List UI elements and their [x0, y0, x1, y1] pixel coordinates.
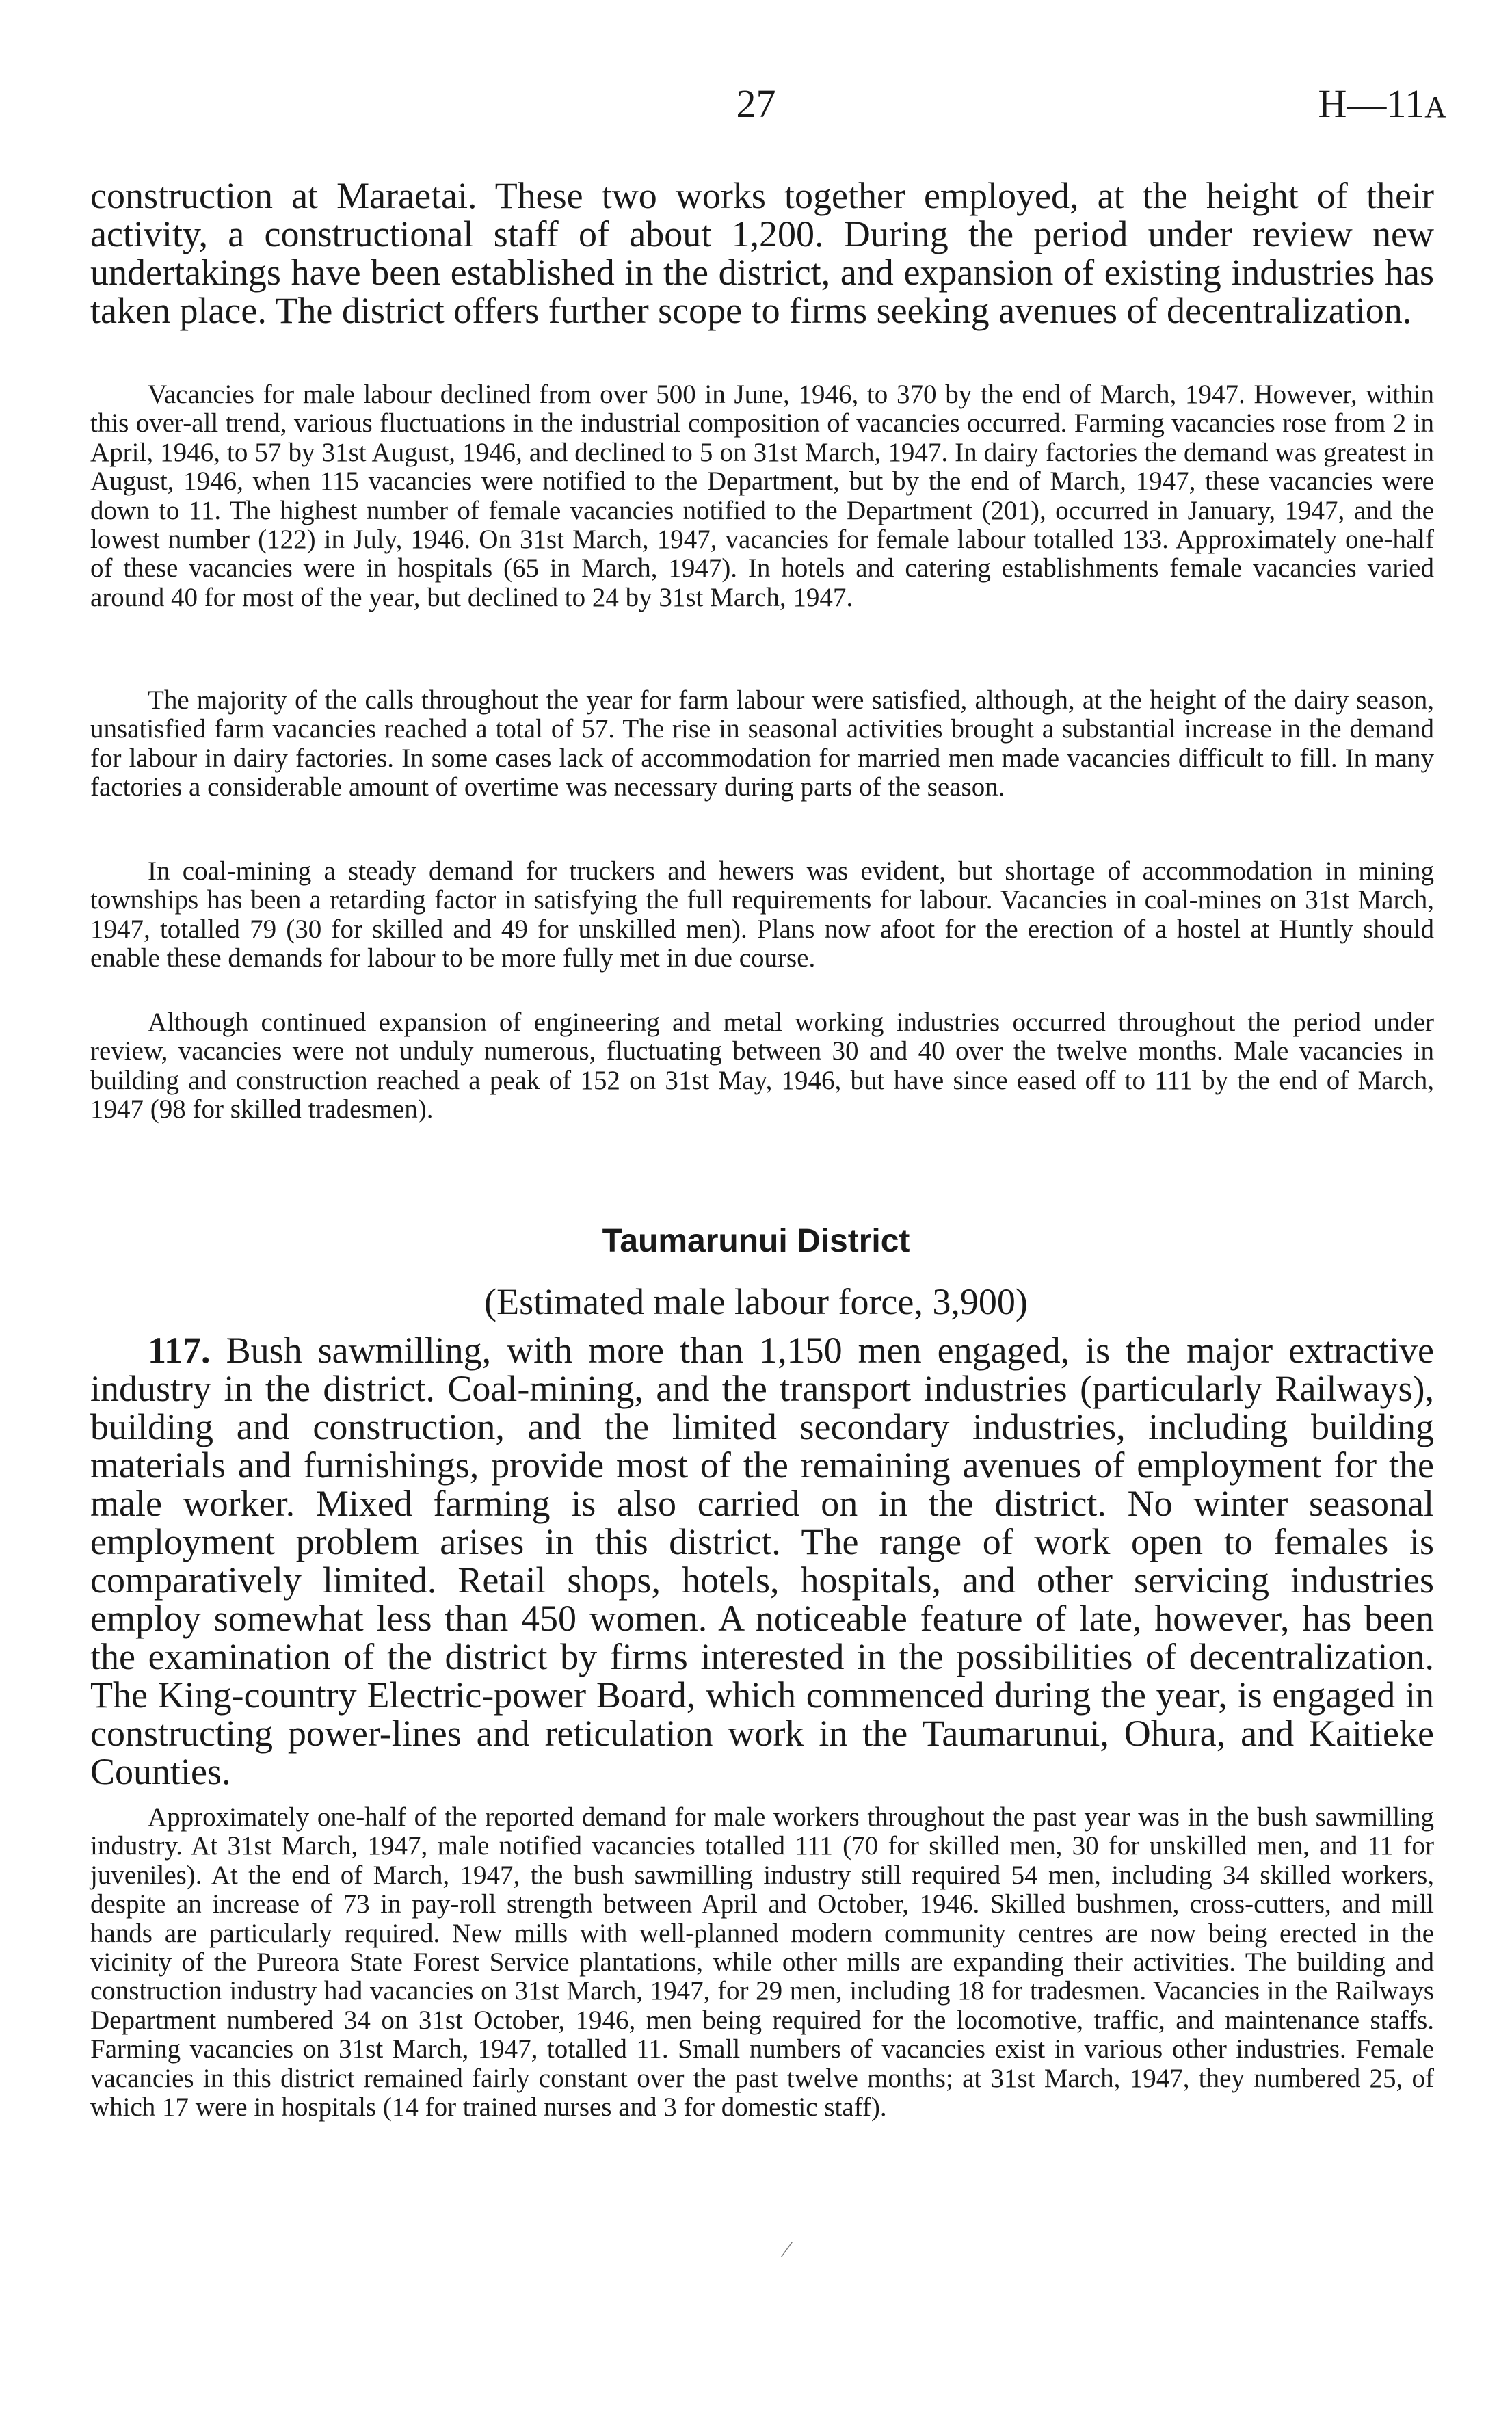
farm-labour-paragraph: The majority of the calls throughout the year for farm labour were satisfied, although, at the height of the dairy season, unsatisfied farm vacancies reached a total of 57. The rise in seasonal activities brought a substantial increase in the demand for labour in dairy factories. In some cases lack of accommodation for married men made vacancies difficult to fill. In many factories a considerable amount of overtime was necessary during parts of the season. — [90, 685, 1434, 802]
page-number: 27 — [736, 81, 776, 126]
engineering-paragraph: Although continued expansion of engineering and metal working industries occurred throughout the period under review, vacancies were not unduly numerous, fluctuating between 30 and 40 over the twelve months. Male vacancies in building and construction reached a peak of 152 on 31st May, 1946, but have since eased off to 111 by the end of March, 1947 (98 for skilled tradesmen). — [90, 1008, 1434, 1125]
page-reference — [1318, 81, 1446, 127]
paragraph-number: 117. — [148, 1330, 211, 1371]
intro-paragraph: construction at Maraetai. These two works together employed, at the height of their activity, a constructional staff of about 1,200. During the period under review new undertakings have been established in the district, and expansion of existing industries has taken place. The district offers further scope to firms seeking avenues of decentralization. — [90, 175, 1434, 331]
district-detail-paragraph: Approximately one-half of the reported demand for male workers throughout the past year was in the bush sawmilling industry. At 31st March, 1947, male notified vacancies totalled 111 (70 for skilled men, 30 for unskilled men, and 11 for juveniles). At the end of March, 1947, the bush sawmilling industry still required 54 men, including 34 skilled workers, despite an increase of 73 in pay-roll strength between April and October, 1946. Skilled bushmen, cross-cutters, and mill hands are particularly required. New mills with well-planned modern community centres are now being erected in the vicinity of the Pureora State Forest Service plantations, while other mills are expanding their activities. The building and construction industry had vacancies on 31st March, 1947, for 29 men, including 18 for tradesmen. Vacancies in the Railways Department numbered 34 on 31st October, 1946, men being required for the locomotive, traffic, and maintenance staffs. Farming vacancies on 31st March, 1947, totalled 11. Small numbers of vacancies exist in various other industries. Female vacancies in this district remained fairly constant over the past twelve months; at 31st March, 1947, they numbered 25, of which 17 were in hospitals (14 for trained nurses and 3 for domestic staff). — [90, 1802, 1434, 2123]
district-main-paragraph — [90, 1331, 1434, 1791]
coal-mining-paragraph: In coal-mining a steady demand for truckers and hewers was evident, but shortage of accommodation in mining townships has been a retarding factor in satisfying the full requirements for labour. Vacancies in coal-mines on 31st March, 1947, totalled 79 (30 for skilled and 49 for unskilled men). Plans now afoot for the erection of a hostel at Huntly should enable these demands for labour to be more fully met in due course. — [90, 856, 1434, 973]
pencil-mark: ⁄ — [785, 2237, 789, 2262]
series-code: H—11 — [1318, 81, 1425, 126]
section-subheading: (Estimated male labour force, 3,900) — [484, 1281, 1028, 1322]
series-suffix: A — [1424, 90, 1446, 124]
district-main-text: Bush sawmilling, with more than 1,150 men engaged, is the major extractive industry in the district. Coal-mining, and the transport industries (particularly Railways), building and construction, and the limited secondary industries, including building materials and furnishings, provide most of the remaining avenues of employment for the male worker. Mixed farming is also carried on in the district. No winter seasonal employment problem arises in this district. The range of work open to females is comparatively limited. Retail shops, hotels, hospitals, and other servicing industries employ somewhat less than 450 women. A noticeable feature of late, however, has been the examination of the district by firms interested in the possibilities of decentralization. The King-country Electric-power Board, which commenced during the year, is engaged in constructing power-lines and reticulation work in the Taumarunui, Ohura, and Kaitieke Counties. — [90, 1330, 1434, 1792]
vacancies-paragraph: Vacancies for male labour declined from over 500 in June, 1946, to 370 by the end of March, 1947. However, within this over-all trend, various fluctuations in the industrial composition of vacancies occurred. Farming vacancies rose from 2 in April, 1946, to 57 by 31st August, 1946, and declined to 5 on 31st March, 1947. In dairy factories the demand was greatest in August, 1946, when 115 vacancies were notified to the Department, but by the end of March, 1947, these vacancies were down to 11. The highest number of female vacancies notified to the Department (201), occurred in January, 1947, and the lowest number (122) in July, 1946. On 31st March, 1947, vacancies for female labour totalled 133. Approximately one-half of these vacancies were in hospitals (65 in March, 1947). In hotels and catering establishments female vacancies varied around 40 for most of the year, but declined to 24 by 31st March, 1947. — [90, 380, 1434, 612]
section-heading: Taumarunui District — [602, 1223, 910, 1259]
